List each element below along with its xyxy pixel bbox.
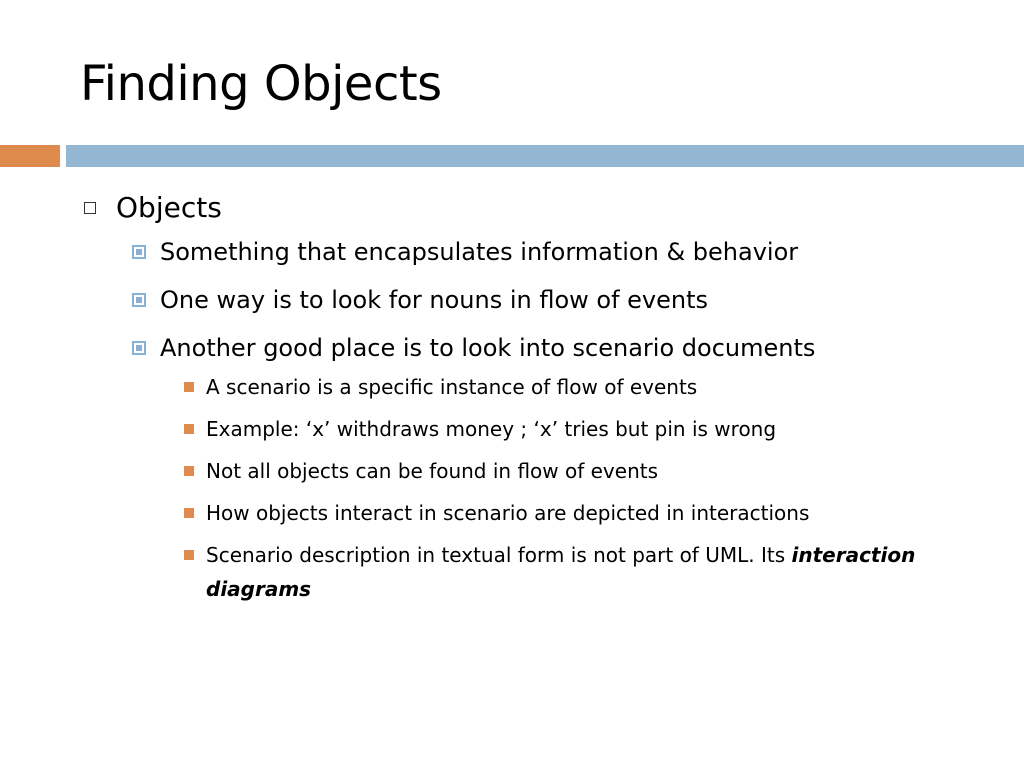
filled-square-icon (184, 550, 194, 560)
bullet-level1 (80, 186, 980, 230)
framed-square-icon (132, 341, 146, 355)
hollow-square-icon (84, 202, 96, 214)
bullet-level2-text: Another good place is to look into scenario documents (160, 334, 816, 362)
framed-square-icon (132, 245, 146, 259)
bullet-level3-item (80, 454, 980, 488)
bullet-level2-item (80, 330, 980, 366)
accent-bar-orange (0, 145, 60, 167)
slide-title: Finding Objects (80, 56, 442, 112)
bullet-level2-item (80, 234, 980, 270)
filled-square-icon (184, 382, 194, 392)
bullet-level3-text (206, 538, 980, 606)
bullet-level1-text: Objects (116, 191, 222, 224)
bullet-level2-item (80, 282, 980, 318)
bullet-level3-text: A scenario is a specific instance of flow of events (206, 375, 698, 399)
framed-square-icon (132, 293, 146, 307)
filled-square-icon (184, 466, 194, 476)
filled-square-icon (184, 508, 194, 518)
bullet-level3-item (80, 538, 980, 606)
bullet-level3-text: Example: ‘x’ withdraws money ; ‘x’ tries but pin is wrong (206, 417, 777, 441)
bullet-level3-item (80, 496, 980, 530)
bullet-level2-text: Something that encapsulates information & behavior (160, 238, 799, 266)
slide-content (80, 186, 980, 614)
bullet-level3-text: Not all objects can be found in flow of events (206, 459, 659, 483)
bullet-level3-text-emphasis: interaction diagrams (206, 543, 916, 601)
bullet-level3-text-plain: Scenario description in textual form is not part of UML. Its (206, 543, 792, 567)
accent-bar-blue (66, 145, 1024, 167)
bullet-level3-text: How objects interact in scenario are depicted in interactions (206, 501, 810, 525)
bullet-level3-item (80, 370, 980, 404)
bullet-level3-item (80, 412, 980, 446)
bullet-level2-text: One way is to look for nouns in flow of events (160, 286, 709, 314)
filled-square-icon (184, 424, 194, 434)
